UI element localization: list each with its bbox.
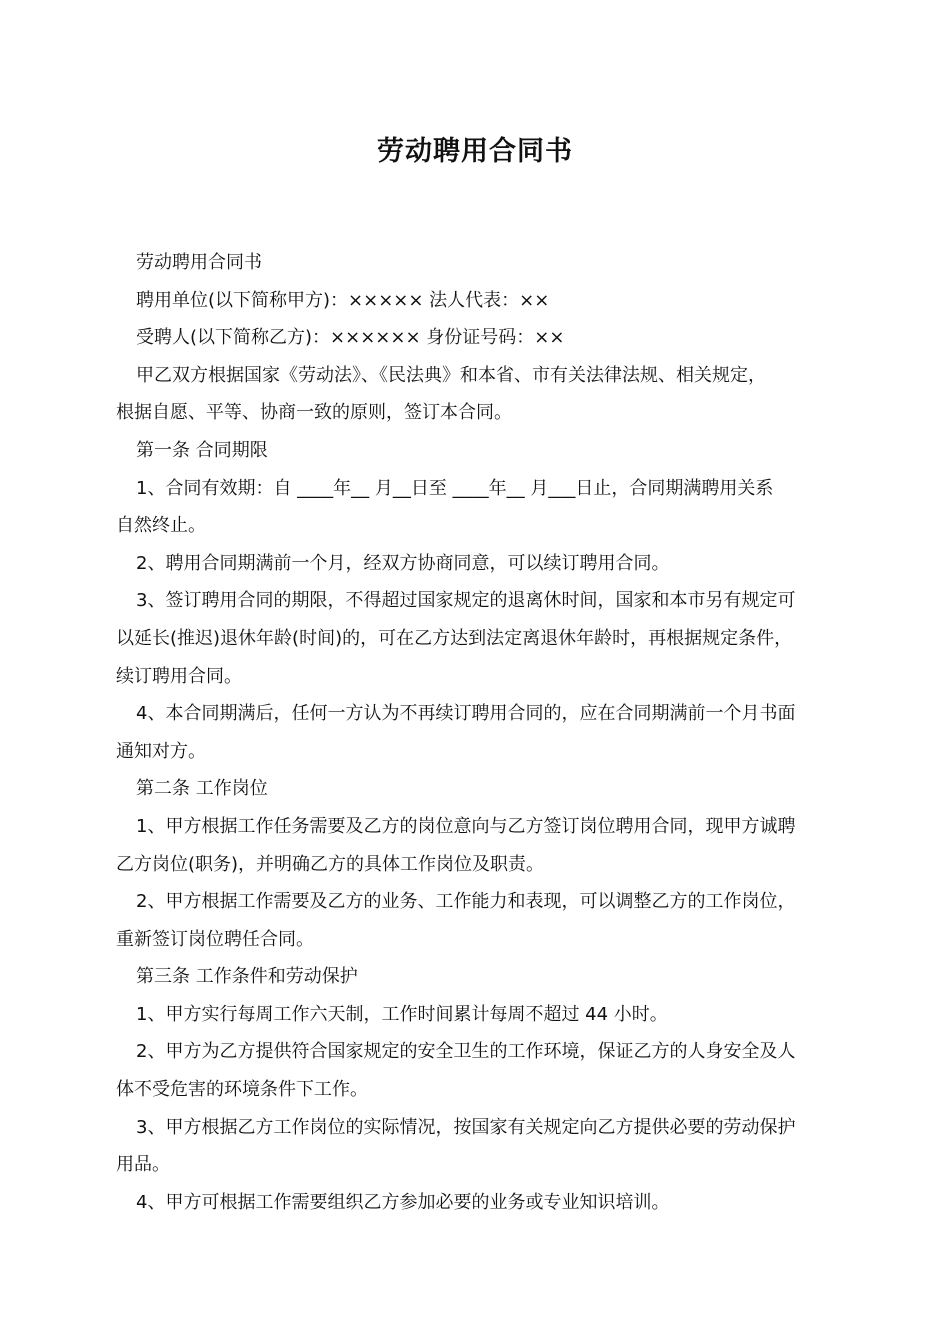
paragraph-line: 4、本合同期满后，任何一方认为不再续订聘用合同的，应在合同期满前一个月书面 [136, 703, 796, 725]
paragraph-line: 第二条 工作岗位 [136, 778, 268, 800]
paragraph-line: 乙方岗位(职务)，并明确乙方的具体工作岗位及职责。 [116, 853, 545, 875]
paragraph-line: 重新签订岗位聘任合同。 [116, 928, 314, 950]
paragraph-line: 3、签订聘用合同的期限，不得超过国家规定的退离休时间，国家和本市另有规定可 [136, 590, 796, 612]
paragraph-line: 用品。 [116, 1154, 170, 1176]
document-title: 劳动聘用合同书 [377, 136, 573, 167]
paragraph-line: 3、甲方根据乙方工作岗位的实际情况，按国家有关规定向乙方提供必要的劳动保护 [136, 1116, 796, 1138]
paragraph-line: 自然终止。 [116, 515, 206, 537]
paragraph-line: 以延长(推迟)退休年龄(时间)的，可在乙方达到法定离退休年龄时，再根据规定条件， [116, 627, 793, 649]
paragraph-line: 2、甲方为乙方提供符合国家规定的安全卫生的工作环境，保证乙方的人身安全及人 [136, 1041, 796, 1063]
paragraph-line: 续订聘用合同。 [116, 665, 242, 687]
paragraph-line: 2、甲方根据工作需要及乙方的业务、工作能力和表现，可以调整乙方的工作岗位， [136, 891, 796, 913]
paragraph-line: 2、聘用合同期满前一个月，经双方协商同意，可以续订聘用合同。 [136, 552, 670, 574]
paragraph-line: 1、甲方根据工作任务需要及乙方的岗位意向与乙方签订岗位聘用合同，现甲方诚聘 [136, 815, 796, 837]
paragraph-line: 1、合同有效期：自 ____年__ 月__日至 ____年__ 月___日止，合同期满聘用关系 [136, 477, 774, 499]
document-body [116, 244, 836, 1221]
paragraph-line: 体不受危害的环境条件下工作。 [116, 1079, 368, 1101]
paragraph-line: 劳动聘用合同书 [136, 252, 262, 273]
paragraph-line: 根据自愿、平等、协商一致的原则，签订本合同。 [116, 402, 512, 424]
paragraph-line: 受聘人(以下简称乙方)：×××××× 身份证号码：×× [136, 327, 565, 349]
paragraph-line: 第三条 工作条件和劳动保护 [136, 966, 358, 988]
paragraph-line: 4、甲方可根据工作需要组织乙方参加必要的业务或专业知识培训。 [136, 1191, 670, 1213]
paragraph-line: 甲乙双方根据国家《劳动法》、《民法典》和本省、市有关法律法规、相关规定， [136, 364, 766, 386]
paragraph-line: 聘用单位(以下简称甲方)：××××× 法人代表：×× [136, 289, 550, 311]
paragraph-line: 通知对方。 [116, 740, 206, 762]
paragraph-line: 1、甲方实行每周工作六天制，工作时间累计每周不超过 44 小时。 [136, 1003, 668, 1025]
paragraph-line: 第一条 合同期限 [136, 439, 268, 461]
